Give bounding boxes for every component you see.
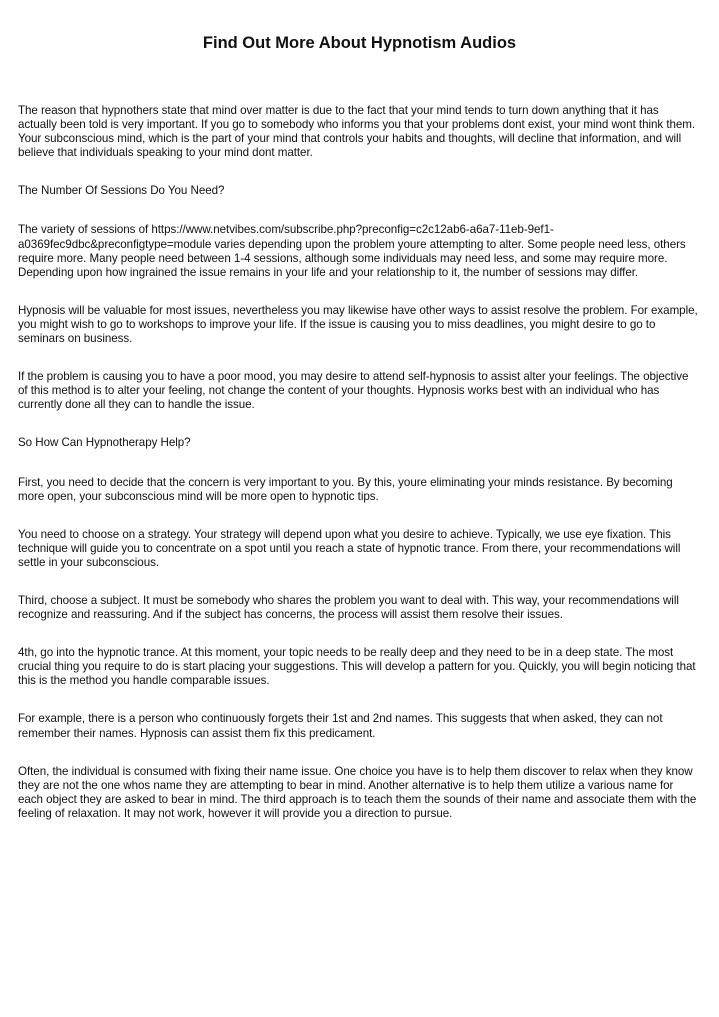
paragraph-example: For example, there is a person who continuously forgets their 1st and 2nd names. This suggests that when asked, they can not remember their names. Hypnosis can assist them fix this predicament. (18, 712, 663, 740)
paragraph-first: First, you need to decide that the concern is very important to you. By this, youre eliminating your minds resistance. By becoming more open, your subconscious mind will be more open to hypnotic tips. (18, 475, 673, 503)
paragraph-intro: The reason that hypnothers state that mind over matter is due to the fact that your mind tends to turn down anything that it has actually been told is very important. If you go to somebody who informs you that your problems dont exist, your mind wont think them. Your subconscious mind, which is the part of your mind that controls your habits and thoughts, will decline that information, and will believe that individuals speaking to your mind dont matter. (18, 104, 696, 160)
paragraph-mood: If the problem is causing you to have a poor mood, you may desire to attend self-hypnosis to assist alter your feelings. The objective of this method is to alter your feeling, not change the content of your thoughts. Hypnosis works best with an individual who has currently done all they can to handle the issue. (18, 370, 689, 412)
paragraph-valuable: Hypnosis will be valuable for most issues, nevertheless you may likewise have other ways to assist resolve the problem. For example, you might wish to go to workshops to improve your life. If the issue is causing you to miss deadlines, you might desire to go to seminars on business. (18, 303, 698, 346)
paragraph-fourth: 4th, go into the hypnotic trance. At this moment, your topic needs to be really deep and they need to be in a deep state. The most crucial thing you require to do is start placing your suggestions. This will develop a pattern for you. Quickly, you will begin noticing that this is the method you handle comparable issues. (18, 646, 696, 688)
paragraph-often: Often, the individual is consumed with fixing their name issue. One choice you have is to help them discover to relax when they know they are not the one whos name they are attempting to bear in mind. Another alternative is to help them utilize a various name for each object they are asked to bear in mind. The third approach is to teach them the sounds of their name and associate them with the feeling of relaxation. It may not work, however it will provide you a direction to pursue. (18, 764, 697, 820)
paragraph-sessions: The variety of sessions of https://www.netvibes.com/subscribe.php?preconfig=c2c12ab6-a6a7-11eb-9ef1-a0369fec9dbc&preconfigtype=module varies depending upon the problem youre attempting to alter. Some people need less, others require more. Many people need between 1-4 sessions, although some individuals may need less, and some may require more. Depending upon how ingrained the issue remains in your life and your relationship to it, the number of sessions may differ. (18, 223, 686, 279)
document-title: Find Out More About Hypnotism Audios (202, 34, 517, 52)
paragraph-third: Third, choose a subject. It must be somebody who shares the problem you want to deal with. This way, your recommendations will recognize and reassuring. And if the subject has concerns, the process will assist them resolve their issues. (18, 593, 679, 622)
section-heading-sessions: The Number Of Sessions Do You Need? (18, 184, 225, 198)
paragraph-strategy: You need to choose on a strategy. Your strategy will depend upon what you desire to achieve. Typically, we use eye fixation. This technique will guide you to concentrate on a spot until you reach a state of hypnotic trance. From there, your recommendations will settle in your subconscious. (18, 527, 681, 569)
document-body (18, 104, 700, 845)
section-heading-help: So How Can Hypnotherapy Help? (18, 436, 191, 450)
